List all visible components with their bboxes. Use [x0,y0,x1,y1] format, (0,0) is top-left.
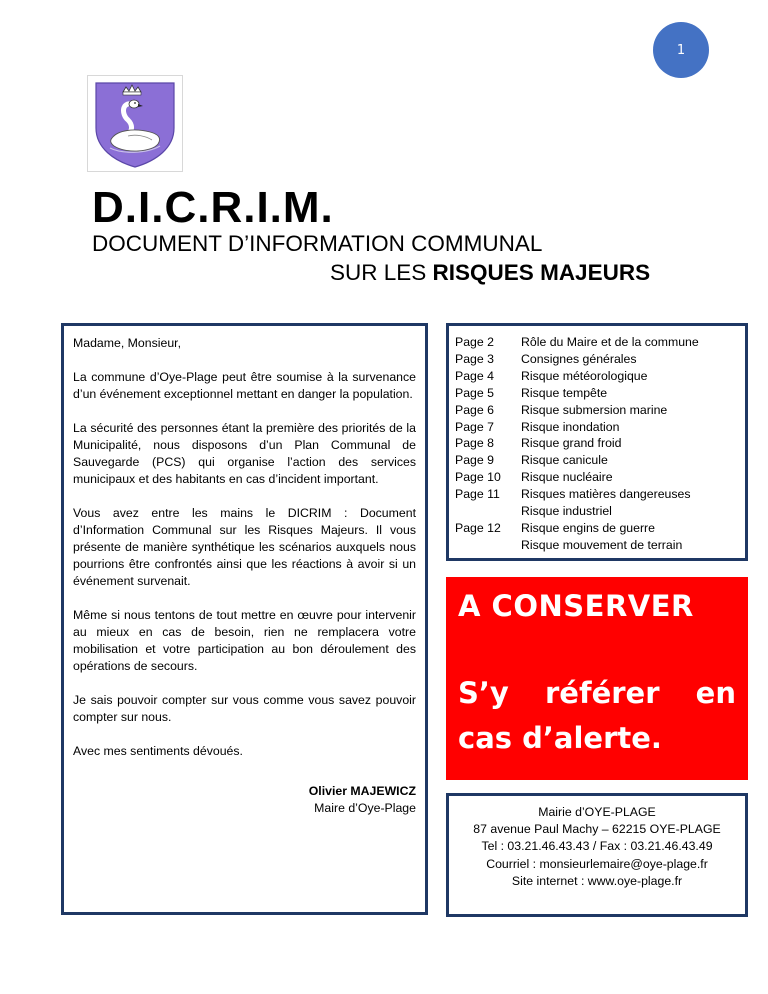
toc-page: Page 6 [455,402,494,417]
toc-page: Page 8 [455,436,494,451]
letter-greeting: Madame, Monsieur, [73,336,181,350]
contact-name: Mairie d’OYE-PLAGE [538,805,656,819]
toc-row [455,402,739,419]
document-title: D.I.C.R.I.M. [92,183,334,232]
toc-topic: Consignes générales [521,351,637,366]
toc-page: Page 10 [455,470,501,485]
subtitle-prefix: SUR LES [330,260,433,285]
letter-paragraph: Je sais pouvoir compter sur vous comme vous savez pouvoir compter sur nous. [73,693,416,724]
contact-email: Courriel : monsieurlemaire@oye-plage.fr [486,856,708,871]
toc-row [455,503,739,520]
toc-row [455,435,739,452]
mayor-letter [61,323,428,915]
toc-page: Page 9 [455,453,494,468]
toc-page: Page 7 [455,419,494,434]
signer-name: Olivier MAJEWICZ [308,784,416,798]
toc-topic: Risque tempête [521,385,608,400]
contact-website: Site internet : www.oye-plage.fr [511,873,683,888]
toc-row [455,351,739,368]
page-number-badge [653,22,709,78]
toc-topic: Risque mouvement de terrain [521,537,683,552]
swan-coat-of-arms-icon [88,76,182,171]
keep-notice-title: A CONSERVER [458,589,694,623]
document-subtitle-line2 [330,260,650,286]
signer-title: Maire d’Oye-Plage [314,801,416,815]
signature [73,783,416,817]
toc-topic: Risque industriel [521,504,612,519]
toc-page: Page 12 [455,520,501,535]
toc-page: Page 11 [455,487,500,502]
toc-row [455,520,739,537]
page-number: 1 [676,42,686,58]
letter-paragraph: La commune d’Oye-Plage peut être soumise à la survenance d’un événement exceptionnel mettant en danger la population. [73,370,416,401]
letter-paragraph: Vous avez entre les mains le DICRIM : Document d’Information Communal sur les Risques Majeurs. Il vous présente de manière synthétique les scénarios auxquels nous pourrions être confrontés ainsi que les réactions à avoir si un événement survenait. [73,506,416,588]
letter-closing: Avec mes sentiments dévoués. [73,744,243,758]
contact-phone: Tel : 03.21.46.43.43 / Fax : 03.21.46.43.49 [481,839,713,854]
toc-row [455,368,739,385]
toc-topic: Rôle du Maire et de la commune [521,335,699,349]
toc-row [455,537,739,554]
contact-address: 87 avenue Paul Machy – 62215 OYE-PLAGE [473,822,721,837]
toc-row [455,469,739,486]
toc-row [455,419,739,436]
subtitle-bold: RISQUES MAJEURS [432,260,651,285]
toc-topic: Risques matières dangereuses [521,487,691,502]
toc-page [455,537,521,554]
table-of-contents [446,323,748,561]
toc-page: Page 2 [455,335,494,349]
letter-paragraph: La sécurité des personnes étant la première des priorités de la Municipalité, nous disposons d’un Plan Communal de Sauvegarde (PCS) qui organise l’action des services municipaux et des habitants en cas d’incident important. [73,421,416,486]
letter-paragraph: Même si nous tentons de tout mettre en œuvre pour intervenir au mieux en cas de besoin, rien ne remplacera votre mobilisation et votre participation au bon déroulement des opérations de secours. [73,608,416,673]
toc-topic: Risque engins de guerre [521,520,655,535]
keep-notice-text: S’y référer en cas d’alerte. [458,676,736,755]
toc-page [455,503,521,520]
toc-topic: Risque météorologique [521,368,648,383]
toc-topic: Risque inondation [521,419,620,434]
toc-page: Page 4 [455,368,494,383]
toc-topic: Risque submersion marine [521,402,668,417]
keep-notice-box [446,577,748,780]
toc-row [455,385,739,402]
toc-row [455,334,739,351]
coat-of-arms [87,75,183,172]
toc-page: Page 5 [455,385,494,400]
toc-row [455,452,739,469]
toc-topic: Risque nucléaire [521,470,613,485]
toc-topic: Risque grand froid [521,436,622,451]
toc-topic: Risque canicule [521,453,608,468]
town-hall-contact [446,793,748,917]
toc-page: Page 3 [455,351,494,366]
document-subtitle-line1: DOCUMENT D’INFORMATION COMMUNAL [92,231,543,256]
toc-row [455,486,739,503]
